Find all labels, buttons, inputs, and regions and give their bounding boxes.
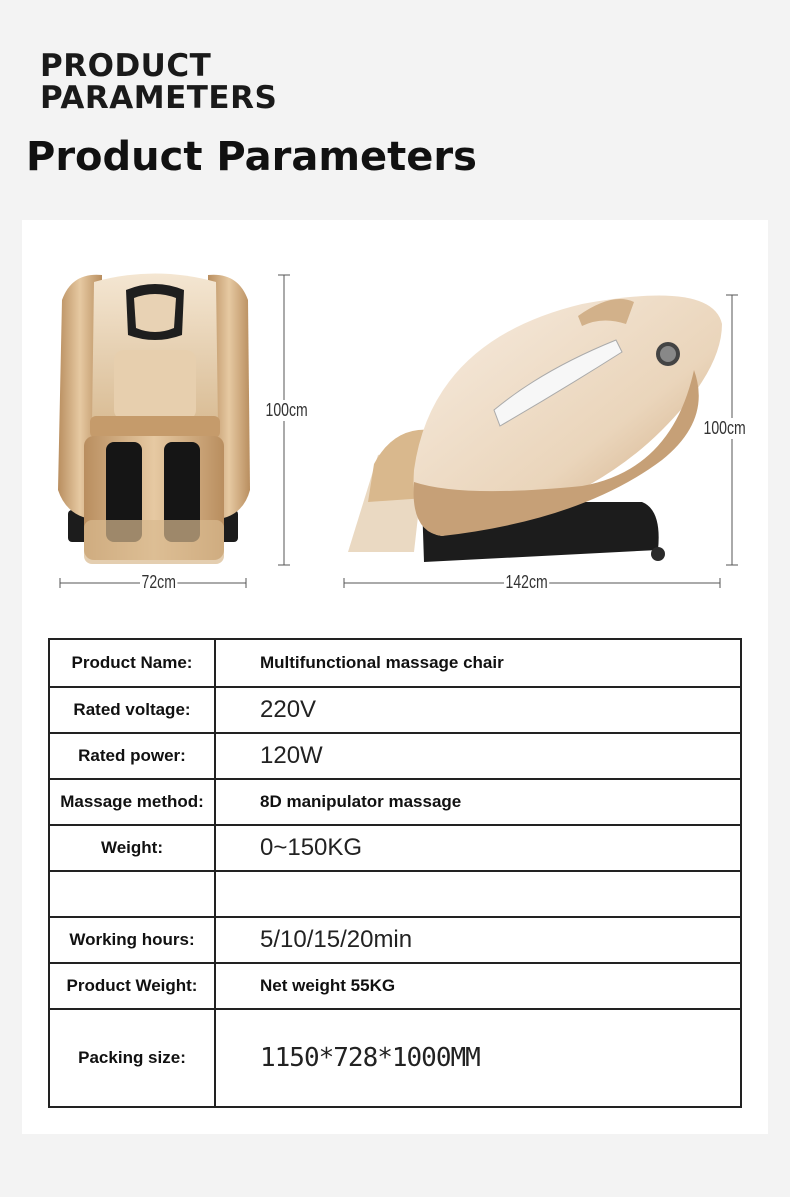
table-row xyxy=(49,825,741,871)
param-value xyxy=(215,639,741,687)
table-row xyxy=(49,1009,741,1107)
param-value xyxy=(215,963,741,1009)
param-value-text: 5/10/15/20min xyxy=(260,926,413,953)
header-line-1: PRODUCT xyxy=(40,48,212,84)
param-value-text: 8D manipulator massage xyxy=(260,792,462,811)
param-value-text: Multifunctional massage chair xyxy=(260,653,504,672)
param-label: Product Name: xyxy=(49,639,215,687)
param-value xyxy=(215,871,741,917)
parameters-table xyxy=(48,638,742,1108)
header-line-2: PARAMETERS xyxy=(40,80,278,116)
param-value-text: Net weight 55KG xyxy=(260,976,396,995)
section-header xyxy=(40,50,277,114)
param-label: Weight: xyxy=(49,825,215,871)
param-label: Product Weight: xyxy=(49,963,215,1009)
front-width-label: 72cm xyxy=(141,572,176,592)
param-value xyxy=(215,779,741,825)
parameters-card xyxy=(22,220,768,1134)
chair-front-image xyxy=(22,220,768,600)
side-length-label: 142cm xyxy=(505,572,548,592)
param-value xyxy=(215,733,741,779)
table-row xyxy=(49,871,741,917)
param-value-text: 120W xyxy=(260,742,323,769)
front-height-label: 100cm xyxy=(265,400,308,420)
param-value xyxy=(215,917,741,963)
page-title: Product Parameters xyxy=(26,134,477,180)
param-value-text: 0~150KG xyxy=(260,834,363,861)
param-value-text: 1150*728*1000MM xyxy=(260,1043,480,1073)
param-label: Rated power: xyxy=(49,733,215,779)
param-label: Working hours: xyxy=(49,917,215,963)
table-row xyxy=(49,917,741,963)
param-value-text: 220V xyxy=(260,696,317,723)
table-row xyxy=(49,687,741,733)
param-label: Massage method: xyxy=(49,779,215,825)
param-value xyxy=(215,687,741,733)
param-value xyxy=(215,825,741,871)
table-row xyxy=(49,963,741,1009)
table-row xyxy=(49,733,741,779)
param-label: Rated voltage: xyxy=(49,687,215,733)
table-row xyxy=(49,779,741,825)
side-height-label: 100cm xyxy=(703,418,746,438)
param-value xyxy=(215,1009,741,1107)
param-label xyxy=(49,871,215,917)
table-row xyxy=(49,639,741,687)
param-label: Packing size: xyxy=(49,1009,215,1107)
